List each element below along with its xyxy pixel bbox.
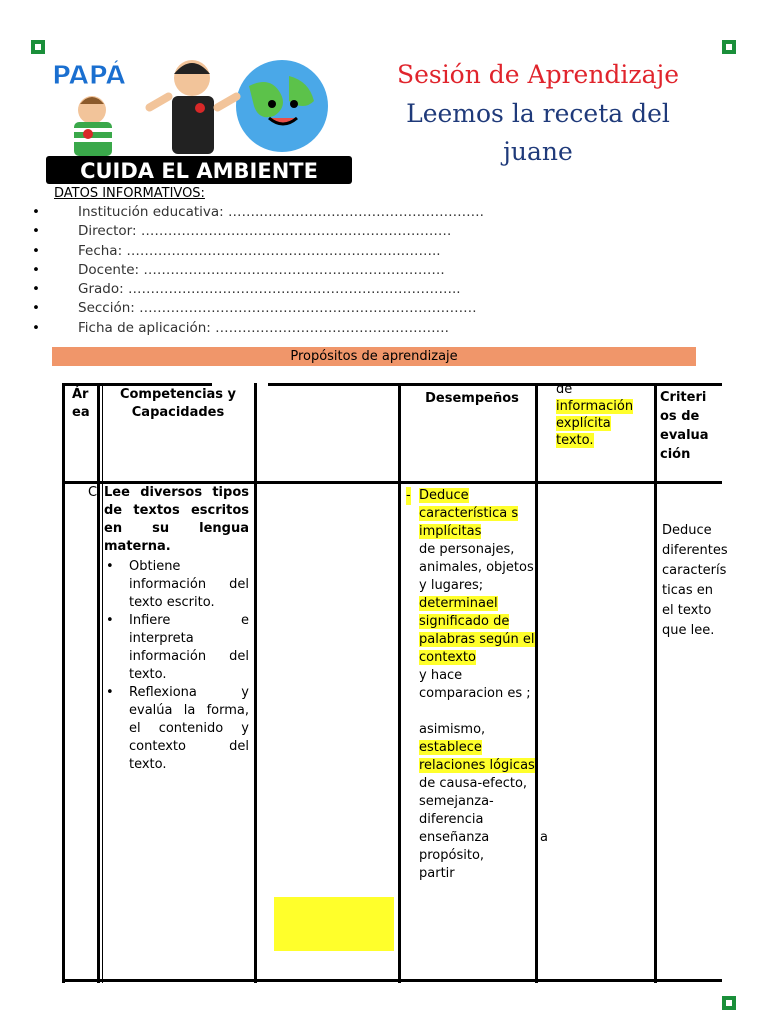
lesson-title <box>358 95 718 171</box>
logo-text-bottom: CUIDA EL AMBIENTE <box>80 159 318 183</box>
datos-item-text: Docente: …………………………………………………………. <box>78 261 445 278</box>
corner-decoration <box>31 40 45 54</box>
header-area-line: ea <box>72 405 90 420</box>
table-border <box>62 383 65 983</box>
datos-item-text: Ficha de aplicación: ……………………………………………. <box>78 319 449 336</box>
datos-heading: DATOS INFORMATIVOS: <box>54 186 205 201</box>
datos-item-text: Sección: ………………………………………………………………… <box>78 300 477 317</box>
header-desempenos: Desempeños <box>425 391 519 406</box>
desempeno-text: determinael significado de palabras según el contexto <box>419 596 535 665</box>
criterio-cell: Deduce diferentes caracterís ticas en el texto que lee. <box>662 523 728 638</box>
desempeno-text: de causa-efecto, semejanza-diferencia enseñanza propósito, a <box>419 776 548 863</box>
table-border <box>254 383 257 983</box>
table-border <box>97 383 100 983</box>
desempeno-text: y hace comparacion es ; <box>419 668 531 701</box>
capacidad-item: • Reflexiona y evalúa la forma, el contenido y contexto del texto. <box>106 685 249 772</box>
header-criterios: Criteri os de evalua ción <box>660 390 709 462</box>
header-col4-line: información <box>556 399 634 414</box>
capacidad-item: • Obtiene información del texto escrito. <box>106 559 249 610</box>
desempeno-text: partir <box>419 866 455 881</box>
session-title: Sesión de Aprendizaje <box>396 60 680 89</box>
datos-item-text: Institución educativa: ……..…………………………………………. <box>78 204 484 220</box>
lesson-title-line: Leemos la receta del <box>406 99 670 128</box>
header-area-line: Ár <box>72 387 89 402</box>
area-mark: C <box>88 485 98 500</box>
desempeno-text: establece relaciones lógicas <box>419 740 535 773</box>
corner-decoration <box>722 40 736 54</box>
header-col4 <box>556 381 652 449</box>
highlighted-cell <box>274 897 394 951</box>
logo-text-top: PAPÁ <box>52 61 126 91</box>
competencia-title: Lee diversos tipos de textos escritos en su lengua materna. <box>104 485 249 554</box>
desempeno-text: Deduce característica s implícitas <box>419 488 519 539</box>
desempeno-text: de personajes, animales, objetos y lugares; <box>419 542 534 593</box>
header-col4-line: explícita <box>556 416 611 431</box>
table-border <box>398 383 401 983</box>
table-border <box>102 383 103 983</box>
competencia-cell <box>104 484 249 774</box>
corner-decoration <box>722 996 736 1010</box>
header-competencias: Competencias y Capacidades <box>119 387 237 420</box>
datos-item-text: Grado: ……………………………………………………………….. <box>78 281 461 298</box>
table-border <box>62 979 722 982</box>
desempeno-cell: - Deduce característica s implícitas de personajes, animales, objetos y lugares; determinael significado de palabras según el contexto y hace comparacion es ; asimismo, establece relaciones lógicas de causa-efecto, semejanza-diferencia enseñanza propósito, a partir <box>406 488 548 881</box>
datos-item-text: Fecha: ……………………………………………………..…….. <box>78 242 441 259</box>
header-col4-line: texto. <box>556 433 594 448</box>
lesson-title-line: juane <box>503 137 573 166</box>
header-col4-line: de <box>556 382 573 397</box>
capacidades-list <box>104 558 249 774</box>
purposes-table <box>62 382 728 983</box>
section-banner: Propósitos de aprendizaje <box>52 347 696 366</box>
table-border <box>654 383 657 983</box>
header-area <box>72 386 96 422</box>
datos-item-text: Director: …………………………………………………………… <box>78 223 452 240</box>
desempeno-text: asimismo, <box>419 722 486 737</box>
logo <box>44 56 356 186</box>
capacidad-item: • Infiere e interpreta información del texto. <box>106 613 249 682</box>
